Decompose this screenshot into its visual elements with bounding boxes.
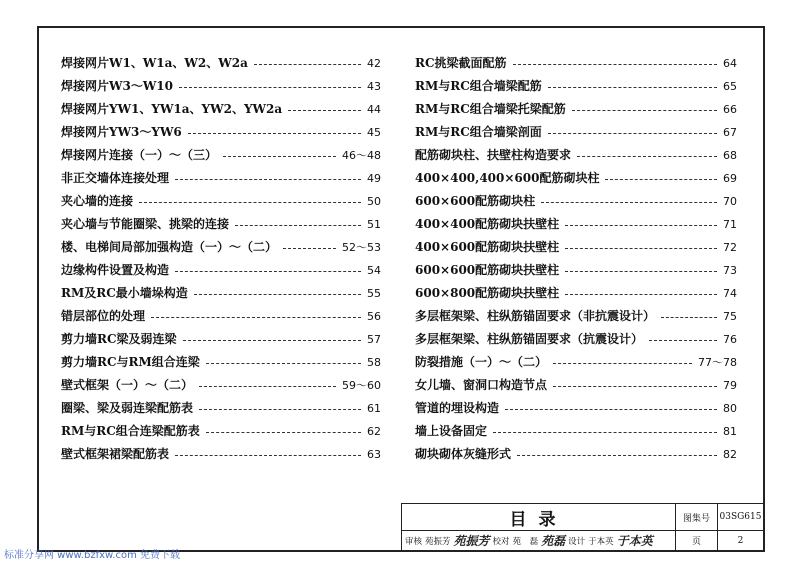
toc-entry-title: 焊接网片W1、W1a、W2、W2a	[61, 52, 254, 75]
toc-entry-page: 52～53	[342, 241, 381, 254]
toc-entry[interactable]	[415, 443, 737, 466]
toc-entry[interactable]	[61, 121, 381, 144]
toc-entry-page: 43	[367, 80, 381, 93]
toc-entry-title: 600×600配筋砌块扶壁柱	[415, 259, 565, 282]
toc-entry-title: 剪力墙RC梁及弱连梁	[61, 328, 183, 351]
toc-entry-title: 夹心墙的连接	[61, 190, 139, 213]
toc-entry-title: RM与RC组合连梁配筋表	[61, 420, 206, 443]
toc-entry[interactable]	[61, 420, 381, 443]
toc-entry-page: 63	[367, 448, 381, 461]
toc-leader-line	[288, 110, 361, 111]
toc-leader-line	[283, 248, 336, 249]
toc-leader-line	[175, 271, 361, 272]
toc-entry-page: 75	[723, 310, 737, 323]
toc-leader-line	[565, 248, 717, 249]
toc-leader-line	[565, 294, 717, 295]
toc-leader-line	[188, 133, 361, 134]
design-label: 设计	[568, 536, 586, 547]
title-cell	[402, 504, 676, 531]
toc-leader-line	[175, 455, 361, 456]
toc-leader-line	[541, 202, 717, 203]
toc-entry-page: 74	[723, 287, 737, 300]
toc-right-column	[415, 52, 737, 466]
toc-entry-page: 61	[367, 402, 381, 415]
toc-leader-line	[254, 64, 361, 65]
toc-entry-page: 73	[723, 264, 737, 277]
toc-entry[interactable]	[415, 213, 737, 236]
toc-entry-title: 边缘构件设置及构造	[61, 259, 175, 282]
toc-entry-title: 砌块砌体灰缝形式	[415, 443, 517, 466]
toc-entry[interactable]	[61, 305, 381, 328]
toc-entry[interactable]	[415, 420, 737, 443]
toc-entry-title: 防裂措施（一）～（二）	[415, 351, 553, 374]
toc-entry[interactable]	[61, 397, 381, 420]
toc-entry-page: 72	[723, 241, 737, 254]
toc-entry-page: 82	[723, 448, 737, 461]
toc-entry[interactable]	[415, 305, 737, 328]
toc-entry[interactable]	[61, 236, 381, 259]
toc-leader-line	[505, 409, 717, 410]
toc-entry-title: RM与RC组合墙梁剖面	[415, 121, 548, 144]
toc-entry-title: 焊接网片YW1、YW1a、YW2、YW2a	[61, 98, 288, 121]
review-label: 审核	[405, 536, 423, 547]
check-label: 校对	[492, 536, 510, 547]
toc-entry-page: 42	[367, 57, 381, 70]
toc-entry-title: 墙上设备固定	[415, 420, 493, 443]
toc-leader-line	[605, 179, 717, 180]
toc-entry-page: 44	[367, 103, 381, 116]
toc-entry-title: RM与RC组合墙梁托梁配筋	[415, 98, 572, 121]
review-signature: 苑振芳	[453, 534, 490, 548]
page-title: 目录	[509, 509, 568, 530]
toc-entry-title: 管道的埋设构造	[415, 397, 505, 420]
toc-entry[interactable]	[415, 98, 737, 121]
toc-entry-title: 壁式框架（一）～（二）	[61, 374, 199, 397]
toc-leader-line	[517, 455, 717, 456]
toc-entry[interactable]	[61, 190, 381, 213]
toc-entry-title: 楼、电梯间局部加强构造（一）～（二）	[61, 236, 283, 259]
check-name: 苑 磊	[512, 536, 539, 547]
toc-entry-title: 400×400,400×600配筋砌块柱	[415, 167, 605, 190]
toc-entry[interactable]	[61, 144, 381, 167]
toc-entry-title: 400×600配筋砌块扶壁柱	[415, 236, 565, 259]
toc-entry-title: 剪力墙RC与RM组合连梁	[61, 351, 206, 374]
toc-entry[interactable]	[61, 282, 381, 305]
toc-entry[interactable]	[415, 374, 737, 397]
toc-leader-line	[513, 64, 717, 65]
design-name: 于本英	[588, 536, 614, 547]
toc-leader-line	[548, 87, 717, 88]
toc-entry-page: 66	[723, 103, 737, 116]
toc-leader-line	[493, 432, 717, 433]
toc-entry-title: 夹心墙与节能圈梁、挑梁的连接	[61, 213, 235, 236]
toc-entry-title: 多层框架梁、柱纵筋锚固要求（抗震设计）	[415, 328, 649, 351]
toc-entry[interactable]	[415, 75, 737, 98]
toc-entry-page: 67	[723, 126, 737, 139]
toc-entry-title: RC挑梁截面配筋	[415, 52, 513, 75]
toc-entry[interactable]	[61, 213, 381, 236]
toc-entry-title: 多层框架梁、柱纵筋锚固要求（非抗震设计）	[415, 305, 661, 328]
toc-entry-title: 400×400配筋砌块扶壁柱	[415, 213, 565, 236]
atlas-label: 图集号	[676, 504, 718, 531]
toc-entry-page: 59～60	[342, 379, 381, 392]
toc-entry[interactable]	[61, 259, 381, 282]
page-number: 2	[718, 531, 764, 551]
toc-leader-line	[565, 225, 717, 226]
watermark-link[interactable]: 标准分享网 www.bzfxw.com 免费下载	[4, 550, 180, 561]
toc-leader-line	[235, 225, 361, 226]
toc-leader-line	[175, 179, 361, 180]
toc-entry[interactable]	[415, 397, 737, 420]
atlas-number: 03SG615	[718, 504, 764, 531]
toc-entry-page: 55	[367, 287, 381, 300]
toc-entry[interactable]	[61, 374, 381, 397]
toc-entry-title: 错层部位的处理	[61, 305, 151, 328]
toc-entry-page: 79	[723, 379, 737, 392]
toc-leader-line	[139, 202, 361, 203]
toc-entry-page: 81	[723, 425, 737, 438]
toc-entry-title: 600×600配筋砌块柱	[415, 190, 541, 213]
toc-leader-line	[206, 363, 361, 364]
toc-entry[interactable]	[415, 144, 737, 167]
toc-entry-page: 45	[367, 126, 381, 139]
toc-entry-title: 圈梁、梁及弱连梁配筋表	[61, 397, 199, 420]
toc-entry-page: 64	[723, 57, 737, 70]
toc-entry[interactable]	[61, 351, 381, 374]
toc-entry-page: 62	[367, 425, 381, 438]
toc-leader-line	[194, 294, 361, 295]
design-signature: 于本英	[616, 534, 653, 548]
toc-entry[interactable]	[415, 52, 737, 75]
toc-entry-page: 51	[367, 218, 381, 231]
toc-leader-line	[649, 340, 717, 341]
toc-leader-line	[553, 386, 717, 387]
toc-entry[interactable]	[415, 121, 737, 144]
toc-entry[interactable]	[61, 75, 381, 98]
toc-entry-title: 非正交墙体连接处理	[61, 167, 175, 190]
toc-entry-title: 600×800配筋砌块扶壁柱	[415, 282, 565, 305]
check-signature: 苑磊	[541, 534, 566, 548]
toc-leader-line	[199, 386, 336, 387]
page-label: 页	[676, 531, 718, 551]
signature-row	[402, 531, 676, 551]
toc-leader-line	[553, 363, 692, 364]
toc-entry[interactable]	[61, 52, 381, 75]
toc-entry[interactable]	[415, 351, 737, 374]
toc-leader-line	[572, 110, 717, 111]
toc-leader-line	[577, 156, 717, 157]
toc-entry[interactable]	[415, 282, 737, 305]
toc-entry-page: 68	[723, 149, 737, 162]
toc-leader-line	[661, 317, 717, 318]
toc-entry-title: 焊接网片W3～W10	[61, 75, 179, 98]
title-block	[401, 503, 763, 551]
toc-entry-page: 69	[723, 172, 737, 185]
toc-entry-title: 焊接网片连接（一）～（三）	[61, 144, 223, 167]
toc-leader-line	[151, 317, 361, 318]
toc-entry-title: RM及RC最小墙垛构造	[61, 282, 194, 305]
toc-entry-page: 50	[367, 195, 381, 208]
toc-leader-line	[179, 87, 361, 88]
toc-entry-title: RM与RC组合墙梁配筋	[415, 75, 548, 98]
toc-entry[interactable]	[415, 190, 737, 213]
toc-leader-line	[183, 340, 361, 341]
toc-entry-page: 58	[367, 356, 381, 369]
toc-entry[interactable]	[61, 98, 381, 121]
toc-entry-page: 54	[367, 264, 381, 277]
toc-entry[interactable]	[415, 236, 737, 259]
toc-entry-page: 76	[723, 333, 737, 346]
toc-leader-line	[548, 133, 717, 134]
toc-entry[interactable]	[61, 167, 381, 190]
toc-entry-page: 49	[367, 172, 381, 185]
toc-entry[interactable]	[61, 328, 381, 351]
toc-leader-line	[206, 432, 361, 433]
toc-entry-page: 80	[723, 402, 737, 415]
toc-entry[interactable]	[415, 259, 737, 282]
toc-left-column	[61, 52, 381, 466]
toc-leader-line	[223, 156, 336, 157]
toc-entry-page: 57	[367, 333, 381, 346]
toc-entry-page: 70	[723, 195, 737, 208]
toc-leader-line	[565, 271, 717, 272]
toc-entry-page: 71	[723, 218, 737, 231]
toc-entry-page: 56	[367, 310, 381, 323]
toc-entry-page: 77～78	[698, 356, 737, 369]
review-name: 苑振芳	[425, 536, 451, 547]
toc-entry-title: 壁式框架裙梁配筋表	[61, 443, 175, 466]
toc-entry[interactable]	[61, 443, 381, 466]
toc-entry-title: 配筋砌块柱、扶壁柱构造要求	[415, 144, 577, 167]
toc-entry-title: 女儿墙、窗洞口构造节点	[415, 374, 553, 397]
toc-entry-page: 46～48	[342, 149, 381, 162]
toc-leader-line	[199, 409, 361, 410]
toc-entry-page: 65	[723, 80, 737, 93]
toc-entry[interactable]	[415, 167, 737, 190]
toc-entry[interactable]	[415, 328, 737, 351]
toc-entry-title: 焊接网片YW3～YW6	[61, 121, 188, 144]
